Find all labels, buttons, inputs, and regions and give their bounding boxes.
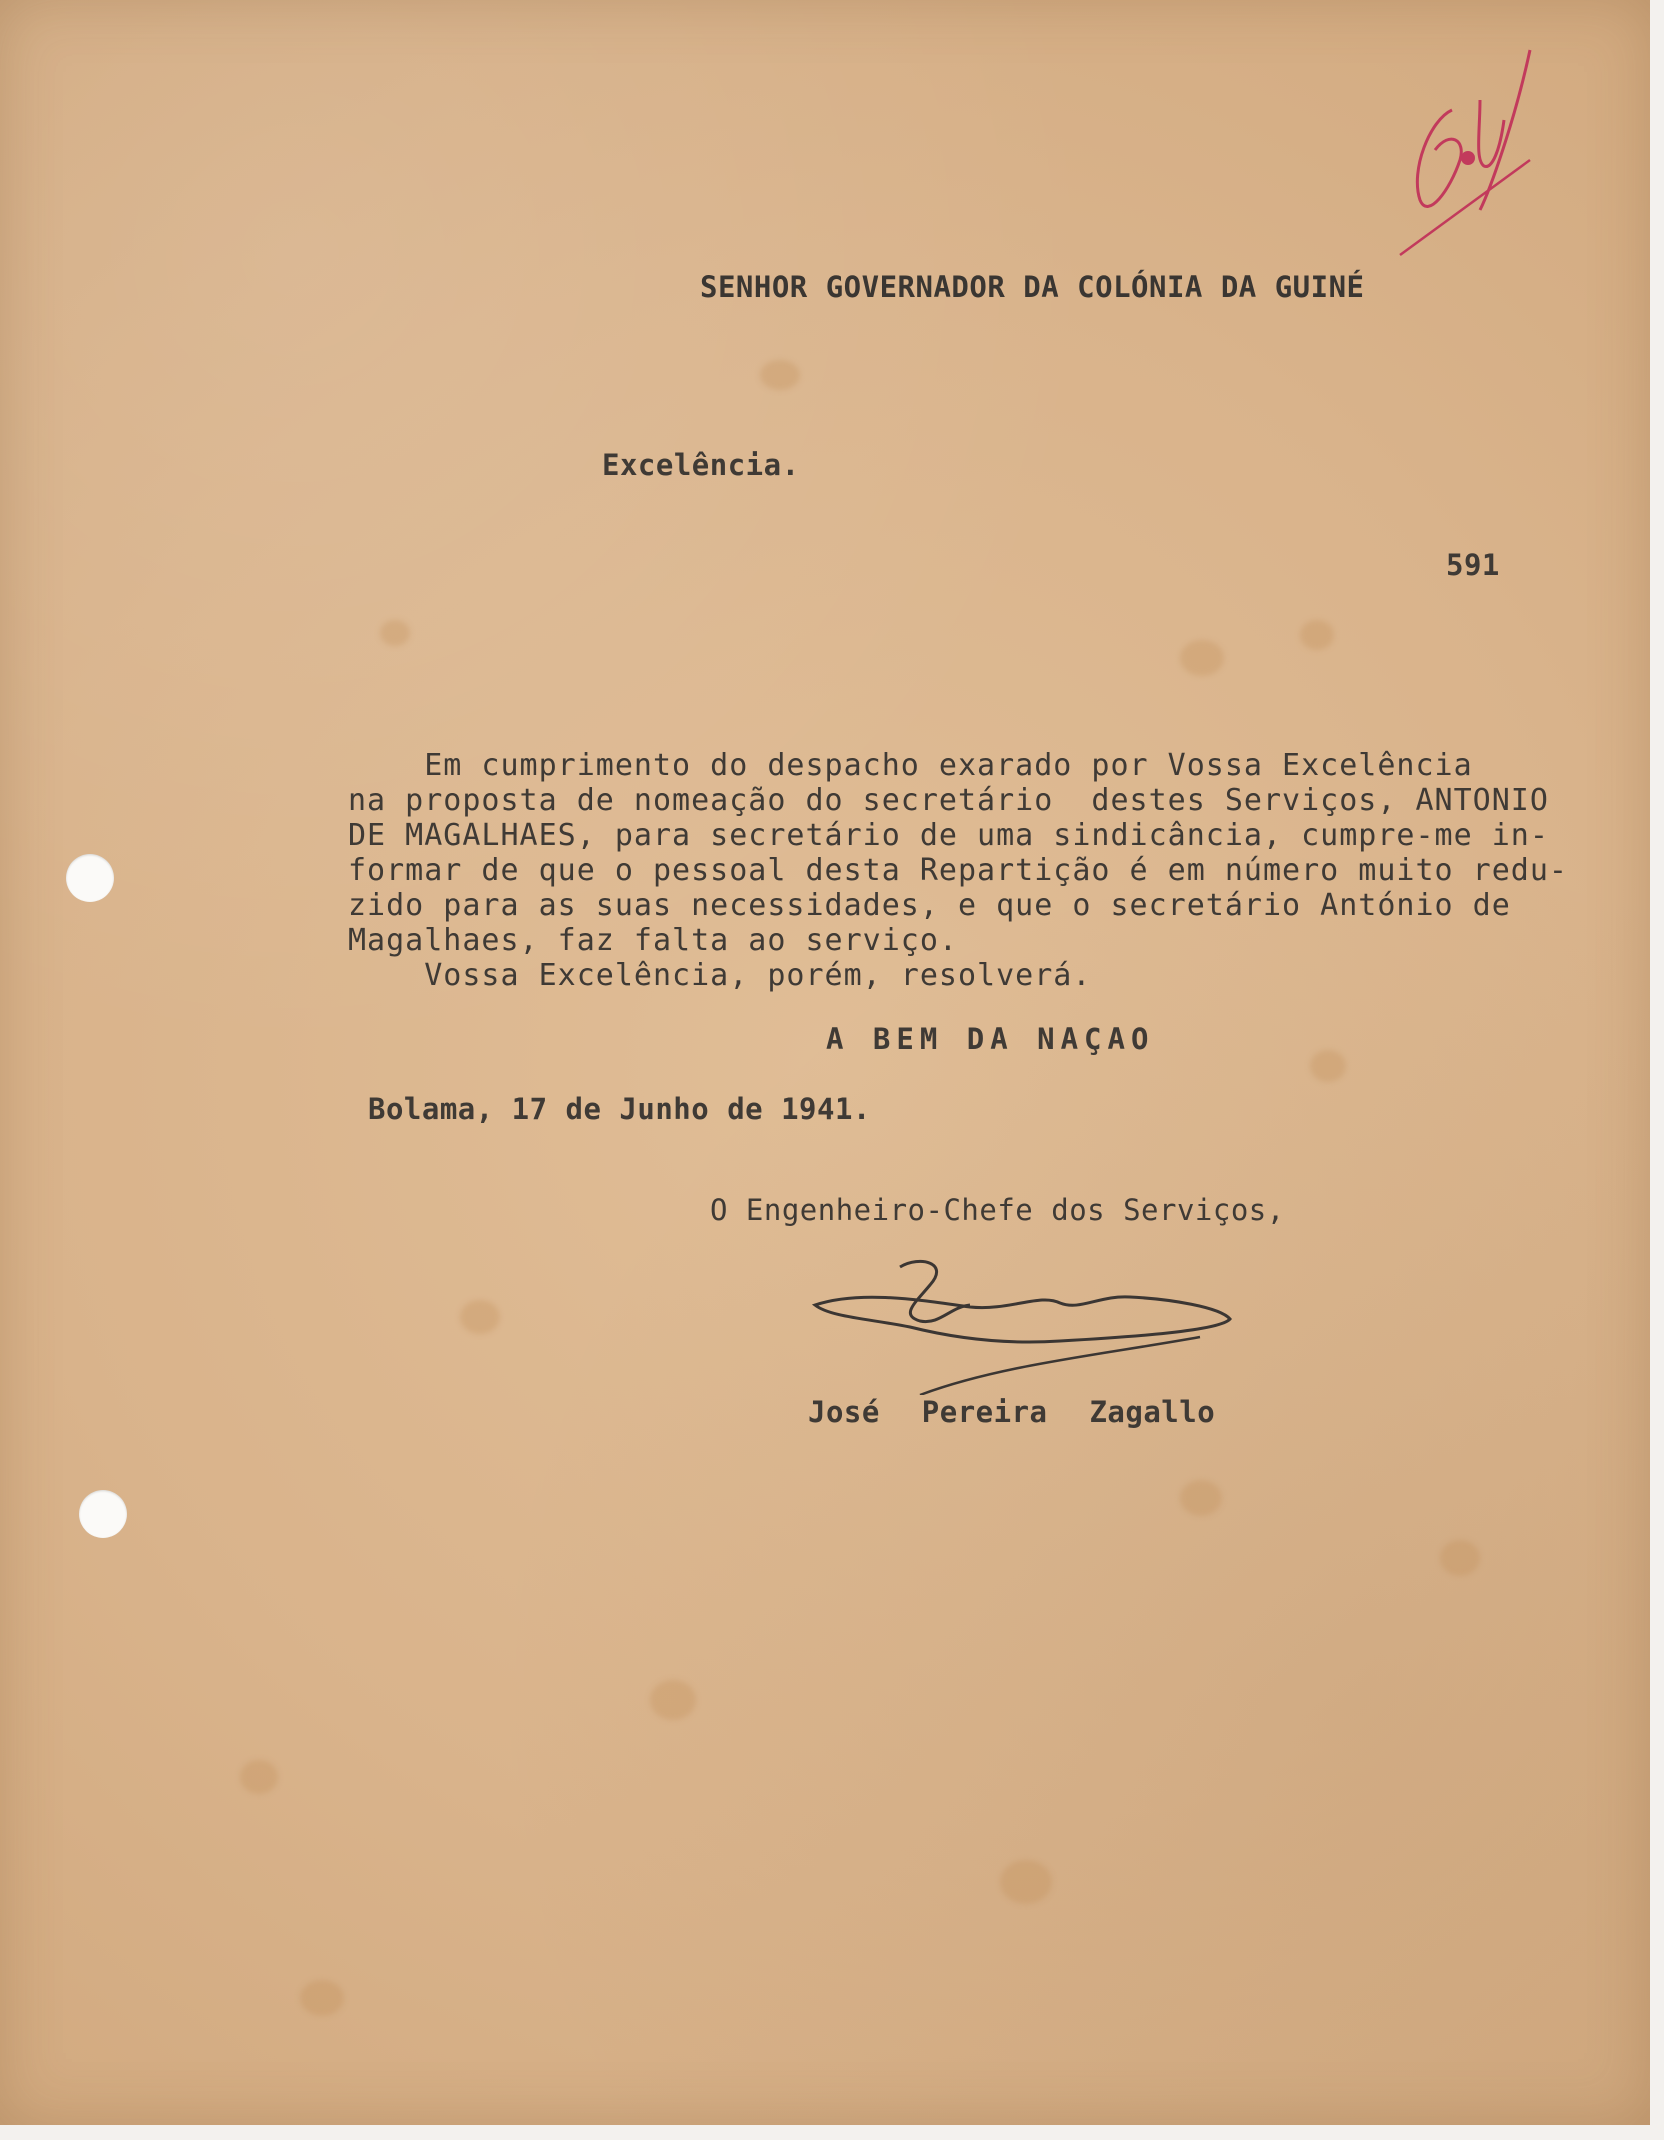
stain	[1180, 640, 1224, 676]
stain	[1310, 1050, 1346, 1082]
body-line: zido para as suas necessidades, e que o secretário António de	[348, 888, 1511, 923]
stain	[650, 1680, 696, 1720]
reference-number: 591	[1446, 548, 1500, 582]
signer-title: O Engenheiro-Chefe dos Serviços,	[710, 1193, 1285, 1227]
stain	[240, 1760, 278, 1794]
body-line: DE MAGALHAES, para secretário de uma sindicância, cumpre-me in-	[348, 818, 1549, 853]
body-line: na proposta de nomeação do secretário destes Serviços, ANTONIO	[348, 783, 1549, 818]
salutation: Excelência.	[602, 448, 800, 482]
signer-name: José Pereira Zagallo	[808, 1395, 1216, 1429]
punch-hole-upper	[66, 854, 114, 902]
stain	[380, 620, 410, 646]
stain	[1440, 1540, 1480, 1576]
addressee-heading: SENHOR GOVERNADOR DA COLÓNIA DA GUINÉ	[700, 270, 1365, 304]
scan-margin-right	[1650, 0, 1664, 2140]
stain	[760, 360, 800, 390]
body-line: Magalhaes, faz falta ao serviço.	[348, 923, 958, 958]
body-line: Vossa Excelência, porém, resolverá.	[348, 958, 1092, 993]
body-line: formar de que o pessoal desta Repartição é em número muito redu-	[348, 853, 1568, 888]
stain	[300, 1980, 344, 2016]
stain	[460, 1300, 500, 1334]
place-date: Bolama, 17 de Junho de 1941.	[368, 1092, 871, 1126]
handwritten-signature	[800, 1245, 1240, 1395]
scan-margin-bottom	[0, 2125, 1664, 2140]
closing-formula: A BEM DA NAÇAO	[826, 1022, 1155, 1056]
body-line: Em cumprimento do despacho exarado por Vossa Excelência	[348, 748, 1473, 783]
stain	[1000, 1860, 1052, 1904]
ink-annotation-mark	[1380, 40, 1540, 270]
punch-hole-lower	[79, 1490, 127, 1538]
stain	[1300, 620, 1334, 650]
stain	[1180, 1480, 1222, 1516]
